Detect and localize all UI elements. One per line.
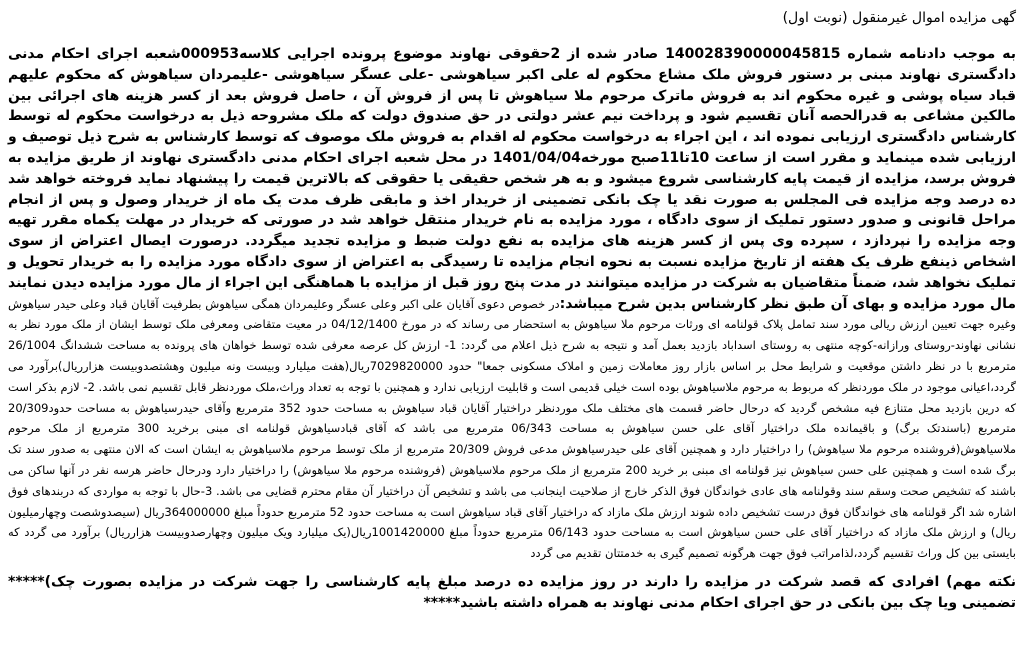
- important-note: نکته مهم) افرادی که قصد شرکت در مزایده را دارند در روز مزایده ده درصد مبلغ پایه کارشناسی را جهت شرکت در مزایده بصورت چک)***** تضمینی ویا چک بین بانکی در حق اجرای احکام مدنی نهاوند به همراه داشته باشید*****: [8, 573, 1016, 611]
- expert-opinion-text: در خصوص دعوی آقایان علی اکبر وعلی عسگر وعلیمردان همگی سیاهوش بطرفیت آقایان قباد وعلی حیدر سیاهوش وغیره جهت تعیین ارزش ریالی مورد سند تمامل پلاک قولنامه ای ورثات مرحوم ملا سیاهوش به استحضار می رساند که در مورخ 04/12/1400 در معیت متقاضی ومعرفی ملک توسط ایشان از ملک مورد نظر به نشانی نهاوند-روستای ورازانه-کوچه منتهی به روستای اسداباد بازدید بعمل آمد و نتیجه به شرح ذیل اعلام می گردد: 1- ارزش کل عرصه معرفی شده توسط خواهان های پرونده به مساحت ششدانگ 26/1004 مترمربع با در نظر داشتن موقعیت و شرایط محل بر اساس بازار روز معاملات زمین و املاک مسکونی جمعا" حدود 7029820000ریال(هفت میلیارد وبیست ونه میلیون وهشتصدوبیست هزارریال)برآورد می گردد،اعیانی موجود در ملک موردنظر که مربوط به مرحوم ملاسیاهوش بوده است خیلی قدیمی است و قابلیت ارزیابی ندارد و همچنین با توجه به تعداد وراث،ملک موردنظر قابل تقسیم نمی باشد. 2- لازم بذکر است که درین بازدید محل متنازع فیه مشخص گردید که درحال حاضر قسمت های مختلف ملک موردنظر دراختیار آقایان قباد سیاهوش به مساحت حدود 352 مترمربع وآقای حیدرسیاهوش به مساحت حدود20/309 مترمربع (باسندتک برگ) و باقیمانده ملک دراختیار آقای علی حسن سیاهوش به مساحت 06/343 مترمربع می باشد که آقای قبادسیاهوش قولنامه ای مبنی برخرید 300 مترمربع از ملک مرحوم ملاسیاهوش(فروشنده مرحوم ملا سیاهوش) را دراختیار دارد و همچنین آقای علی حیدرسیاهوش مدعی فروش 20/309 مترمربع از ملک توسط مرحوم ملاسیاهوش به ایشان است که الان منتهی به صدور سند تک برگ شده است و همچنین علی حسن سیاهوش نیز قولنامه ای مبنی بر خرید 200 مترمربع از ملک مرحوم ملاسیاهوش (فروشنده مرحوم ملا سیاهوش) را دراختیار دارد ودرحال حاضر هرسه نفر در آنها ساکن می باشند که تشخیص صحت وسقم سند وقولنامه های عادی خواندگان فوق الذکر خارج از صلاحیت اینجانب می باشد و تشخیص آن دراختیار آن مقام محترم قضایی می باشد. 3-حال با توجه به مواردی که دربندهای فوق اشاره شد اگر قولنامه های خواندگان فوق درست تشخیص داده شوند ارزش ملک مازاد که دراختیار آقای قباد سیاهوش است به مساحت حدود 52 مترمربع حدوداً مبلغ 364000000ریال (سیصدوشصت وچهارمیلیون ریال) و ارزش ملک مازاد که دراختیار آقای علی حسن سیاهوش است به مساحت حدود 06/143 مترمربع حدوداً مبلغ 1001420000ریال(یک میلیارد ویک میلیون وچهارصدوبیست هزارریال) برآورد می گردد که بایستی بین کل وراث تقسیم گردد،لذامراتب فوق جهت هرگونه تصمیم گیری به خدمتتان تقدیم می گردد: [8, 296, 1017, 561]
- expert-opinion-label: میباشد:: [559, 295, 613, 312]
- notice-title: گهی مزایده اموال غیرمنقول (نوبت اول): [782, 10, 1016, 26]
- notice-body: [8, 44, 1016, 564]
- notice-main-text: به موجب دادنامه شماره 140028390000045815 صادر شده از 2حقوقی نهاوند موضوع پرونده اجرایی کلاسه000953شعبه اجرای احکام مدنی دادگستری نهاوند مبنی بر دستور فروش ملک مشاع محکوم له علی اکبر سیاهوشی -علی عسگر سیاهوشی -علیمردان سیاهوش که محکوم علیهم قباد سیاه پوشی و غیره محکوم اند به فروش ماترک مرحوم ملا سیاهوش تا پس از فروش آن ، حاصل فروش بعد از کسر هزینه های اجرائی بین مالکین مشاعی به قدرالحصه آنان تقسیم شود و پرداخت نیم عشر دولتی در حق صندوق دولت که ملک مشروحه ذیل به درخواست محکوم له توسط کارشناس دادگستری ارزیابی نموده اند ، این اجراء به درخواست محکوم له اقدام به فروش ملک موصوف که توسط کارشناس به شرح ذیل توصیف و ارزیابی شده مینماید و مقرر است از ساعت 10تا11صبح مورخه1401/04/04 در محل شعبه اجرای احکام مدنی دادگستری نهاوند از طریق مزایده به فروش برسد، مزایده از قیمت پایه کارشناسی شروع میشود و به هر شخص حقیقی یا حقوقی که بالاترین قیمت را پیشنهاد نماید فروخته خواهد شد ده درصد وجه مزایده فی المجلس به صورت نقد یا چک بانکی تضمینی از خریدار اخذ و مابقی ظرف مدت یک ماه از خریدار وصول و پس از انجام مراحل قانونی و صدور دستور تملیک از سوی دادگاه ، مورد مزایده به نام خریدار منتقل خواهد شد در صورتی که خریدار در مهلت یکماه مقرر تهیه وجه مزایده را نپردازد ، سپرده وی پس از کسر هزینه های مزایده به نفع دولت ضبط و مزایده تجدید میگردد. درصورت ایصال اعتراض از سوی اشخاص ذینفع ظرف یک هفته از تاریخ مزایده نسبت به نحوه انجام مزایده تا رسیدگی به اعتراض از سوی دادگاه مورد مزایده را به خریدار تحویل و تملیک نخواهد شد، ضمناً متقاضیان به شرکت در مزایده میتوانند در مدت پنج روز قبل از مزایده با هماهنگی این اجراء از مال مورد مزایده دیدن نمایند مال مورد مزایده و بهای آن طبق نظر کارشناس بدین شرح: [8, 46, 1016, 312]
